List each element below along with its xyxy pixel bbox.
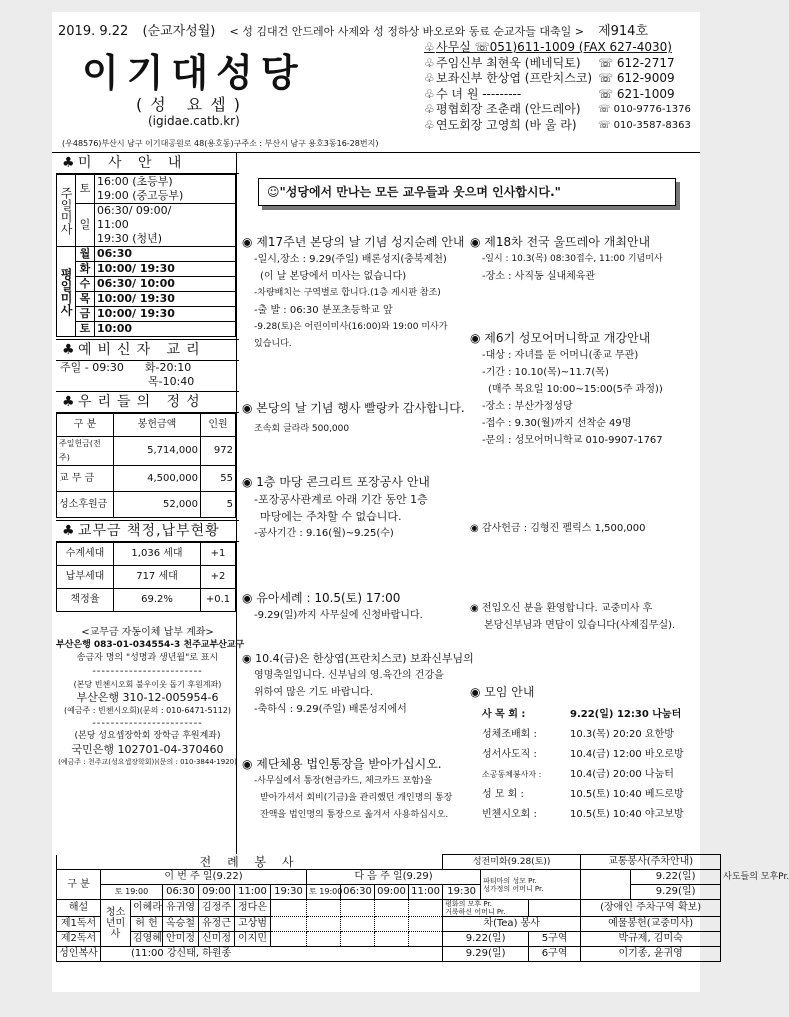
weekday-day: 월	[76, 247, 95, 262]
church-icon: ♧	[424, 55, 435, 70]
offering-amount: 52,000	[114, 492, 201, 518]
feast-title: < 성 김대건 안드레아 사제와 성 정하상 바오로와 동료 순교자들 대축일 >	[229, 25, 584, 38]
tea-group: 6구역	[529, 947, 581, 962]
notice-bankbook: ◉ 제단체용 법인통장을 받아가십시오. -사무실에서 통장(현금카드, 체크카드 포함)을 받아가셔서 회비(기금)을 관리했던 개인명의 통장 잔액을 법인명의 통장으로 옮겨서 사용하십시오.	[242, 757, 453, 820]
traffic-note: (장애인 주차구역 확보)	[581, 900, 721, 917]
offering-amount: 5,714,000	[114, 437, 201, 466]
contact-row: ♧ 보좌신부 한상엽 (프란치스코) ☏ 612-9009	[424, 71, 675, 85]
offering-table	[56, 413, 236, 518]
server-name: 유정근	[199, 917, 235, 932]
notice-baptism: ◉ 유아세례 : 10.5(토) 17:00 -9.29(일)까지 사무실에 신청바랍니다.	[242, 591, 423, 621]
sun-label: 일	[76, 204, 95, 247]
offering-section-title: ♣ 우리들의 정성	[56, 391, 239, 413]
church-icon: ♧	[424, 40, 435, 54]
server-name: 신미정	[199, 932, 235, 947]
accounts-title: (본당 빈첸시오회 불우이웃 돕기 후원계좌)	[73, 680, 222, 689]
sat-label: 토	[76, 175, 95, 204]
mass-time: 06:30	[163, 885, 199, 900]
sunday-mass-label: 주일미사	[59, 186, 73, 235]
parish-address: (우48576)부산시 남구 이기대공원로 48(용호동)구주소 : 부산시 남구 용호3동16-28번지)	[62, 139, 379, 148]
contact-row: ♧ 수 녀 원 --------- ☏ 621-1009	[424, 86, 675, 101]
flowers-list: 평화의 모후 Pr. 거룩하신 어머니 Pr.	[443, 900, 529, 917]
greeting-banner: ☺"성당에서 만나는 모든 교우들과 웃으며 인사합시다."	[258, 178, 676, 206]
offering-header: 봉헌금액	[114, 414, 201, 437]
weekday-times: 10:00/ 19:30	[95, 307, 236, 322]
server-name: 정다은	[235, 900, 271, 917]
mass-table	[56, 174, 236, 337]
role-label: 제2독서	[57, 932, 101, 947]
dues-value: 1,036 세대	[114, 543, 201, 566]
weekday-times: 10:00/ 19:30	[95, 262, 236, 277]
dues-label: 수계세대	[57, 543, 114, 566]
church-icon: ♧	[424, 117, 435, 132]
account-number: 부산은행 310-12-005954-6	[76, 691, 219, 704]
notice-mothers-school: ◉ 제6기 성모어머니학교 개강안내 -대상 : 자녀를 둔 어머니(종교 무관) -기간 : 10.10(목)~11.7(목) (매주 목요일 10:00~15:00(5주 과정)) -장소 : 부산가정성당 -접수 : 9.30(월)까지 선착순 49명 -문의 : 성모어머니학교 010-9907-1767	[470, 331, 663, 446]
dues-table	[56, 542, 236, 612]
mass-time: 06:30	[341, 885, 375, 900]
weekday-mass-label: 평일미사	[59, 267, 73, 316]
issue-number: 제914호	[598, 24, 649, 39]
offering-header: 구 분	[57, 414, 114, 437]
liturgy-section	[56, 854, 789, 962]
offering-names: 박규제, 김미숙	[581, 932, 721, 947]
church-icon: ♧	[424, 102, 435, 116]
accounts-title: (본당 성요셉장학회 장학금 후원계좌)	[74, 731, 221, 741]
dues-change: +1	[201, 543, 236, 566]
offering-count: 972	[201, 437, 236, 466]
weekday-day: 토	[76, 322, 95, 337]
dues-section-title: ♣ 교무금 책정,납부현황	[56, 520, 239, 542]
server-name: 안미정	[163, 932, 199, 947]
tea-date: 9.22(일)	[443, 932, 529, 947]
col-label: 구 분	[57, 870, 101, 900]
account-note: 송금자 명의 "성명과 생년월"로 표시	[76, 653, 219, 663]
club-icon: ♣	[62, 394, 75, 410]
catechumen-section-title: ♣ 예비신자 교리	[56, 339, 239, 361]
liturgy-title: 전 례 봉 사	[57, 855, 443, 870]
adult-server-names: (11:00 강신태, 하원종	[101, 947, 443, 962]
server-name: 이지민	[235, 932, 271, 947]
weekday-times: 06:30/ 10:00	[95, 277, 236, 292]
server-name: 유귀영	[163, 900, 199, 917]
tea-group: 5구역	[529, 932, 581, 947]
mass-time: 토 19:00	[101, 885, 163, 900]
church-icon: ♧	[424, 71, 435, 85]
weekday-day: 목	[76, 292, 95, 307]
weekday-day: 화	[76, 262, 95, 277]
meeting-row: 성 모 회 : 10.5(토) 10:40 베드로방	[482, 789, 684, 800]
mass-time: 19:30	[271, 885, 307, 900]
contact-row: ♧ 연도회장 고영희 (바 울 라) ☏ 010-3587-8363	[424, 117, 691, 132]
mass-time: 11:00	[409, 885, 443, 900]
left-column	[56, 152, 245, 769]
meetings: ◉ 모임 안내 사 목 회 : 9.22(일) 12:30 나눔터 성체조배회 : 10.3(목) 20:20 요한방 성서사도직 : 10.4(금) 12:00 바오로방 소공동체봉사자 : 10.4(금) 20:00 나눔터 성 모 회 : 10.5(토) 10:40 베드로방 빈첸시오회 : 10.5(토) 10:40 야고보방	[470, 684, 696, 825]
account-number: 국민은행 102701-04-370460	[71, 743, 224, 756]
offering-category: 교 무 금	[57, 466, 114, 492]
account-note: (예금주 : 빈첸시오회)(문의 : 010-6471-5112)	[63, 706, 232, 715]
dues-label: 납부세대	[57, 566, 114, 589]
this-week-header: 이 번 주 일(9.22)	[101, 870, 307, 885]
adult-server-label: 성인복사	[57, 947, 101, 962]
church-icon: ♧	[424, 86, 435, 101]
traffic-title: 교통봉사(주차안내)	[581, 855, 721, 870]
server-name: 김영혜	[131, 932, 163, 947]
notice-construction: ◉ 1층 마당 콘크리트 포장공사 안내 -포장공사관계로 아래 기간 동안 1층 마당에는 주차할 수 없습니다. -공사기간 : 9.16(월)~9.25(수)	[242, 475, 430, 539]
mass-section-title: ♣ 미 사 안 내	[56, 152, 239, 174]
server-name: 고상범	[235, 917, 271, 932]
meeting-row: 성서사도직 : 10.4(금) 12:00 바오로방	[482, 749, 684, 760]
offering-amount: 4,500,000	[114, 466, 201, 492]
server-name: 김정주	[199, 900, 235, 917]
bulletin-page	[52, 12, 789, 992]
notice-ultreya: ◉ 제18차 전국 울뜨레아 개최안내 -일시 : 10.3(목) 08:30접수, 11:00 기념미사 -장소 : 사직동 실내체육관	[470, 235, 663, 282]
weekday-day: 수	[76, 277, 95, 292]
tea-title: 차(Tea) 봉사	[443, 917, 581, 932]
account-number: 부산은행 083-01-034554-3 천주교부산교구	[56, 640, 245, 650]
contact-row: ♧ 주임신부 최현욱 (베네딕토) ☏ 612-2717	[424, 55, 675, 70]
dues-change: +2	[201, 566, 236, 589]
tea-date: 9.29(일)	[443, 947, 529, 962]
flowers-title: 성전미화(9.28(토))	[443, 855, 581, 870]
offering-count: 55	[201, 466, 236, 492]
role-label: 제1독서	[57, 917, 101, 932]
weekday-times: 10:00	[95, 322, 236, 337]
notice-pilgrimage: ◉ 제17주년 본당의 날 기념 성지순례 안내 -일시,장소 : 9.29(주일) 배론성지(충북제천) (이 날 본당에서 미사는 없습니다) -차량배치는 구역별로 합니다.(1층 게시판 참조) -출 발 : 06:30 분포초등학교 앞 -9.28(토)은 어린이미사(16:00)와 19:00 미사가 있습니다.	[242, 235, 465, 349]
dues-change: +0.1	[201, 589, 236, 612]
parish-name: 이기대성당	[82, 51, 306, 95]
club-icon: ♣	[62, 342, 75, 358]
meeting-row: 소공동체봉사자 : 10.4(금) 20:00 나눔터	[482, 769, 674, 780]
notice-thanks: ◉ 본당의 날 기념 행사 빨랑카 감사합니다. 조속회 글라라 500,000	[242, 401, 465, 434]
account-note: (예금주 : 천주교(성요셉장학회))(문의 : 010-3844-1920)	[58, 758, 237, 766]
liturgy-table: 전 례 봉 사 성전미화(9.28(토)) 교통봉사(주차안내) 구 분 이 번 주 일(9.22) 다 음 주 일(9.29) 파티마의 성모 Pr. 성가정의 어머니 Pr. 9.22(일) 사도들의 모후Pr. 토 19:00 06:30 09:00 11:00 19:30 토 19:00 06:30 09:00 11:00 19:30 9.29(일) 해설 청소년미사 이혜라 유귀영 김정주 정다은 평화의 모후 Pr. 거룩하신 어머니 Pr. (장애인 주차구역 확보) 제1독서 허 헌 옥승철 유정근 고상범 차(Tea) 봉사 예물봉헌(교중미사) 제2독서 김영혜 안미정 신미정 이지민 9.22(일) 5구역 박규제, 김미숙 성인복사 (11:00 강신태, 하원종 9.29(일) 6구역 이기종, 윤귀영	[56, 854, 721, 962]
meeting-row: 빈첸시오회 : 10.5(토) 10:40 야고보방	[482, 809, 684, 820]
accounts-box: <교무금 자동이체 납부 계좌> 부산은행 083-01-034554-3 천주교부산교구 송금자 명의 "성명과 생년월"로 표시 ------------------------ (본당 빈첸시오회 불우이웃 돕기 후원계좌) 부산은행 310-12-005954-6 (예금주 : 빈첸시오회)(문의 : 010-6471-5112) ------------------------ (본당 성요셉장학회 장학금 후원계좌) 국민은행 102701-04-370460 (예금주 : 천주교(성요셉장학회))(문의 : 010-3844-1920)	[56, 626, 239, 769]
meeting-row: 성체조배회 : 10.3(목) 20:20 요한방	[482, 729, 674, 740]
next-week-header: 다 음 주 일(9.29)	[307, 870, 481, 885]
catechumen-line1: 주일 - 09:30 화-20:10	[60, 361, 192, 374]
catechumen-line2: 목-10:40	[148, 375, 195, 388]
club-icon: ♣	[62, 155, 75, 171]
accounts-title: <교무금 자동이체 납부 계좌>	[81, 627, 214, 638]
offering-header: 인원	[201, 414, 236, 437]
weekday-times: 06:30	[95, 247, 236, 262]
offering-names: 이기종, 윤귀영	[581, 947, 721, 962]
role-label: 해설	[57, 900, 101, 917]
issue-date: 2019. 9.22	[58, 24, 129, 39]
mass-time: 19:30	[443, 885, 481, 900]
weekday-day: 금	[76, 307, 95, 322]
sun-times: 06:30/ 09:00/ 11:00 19:30 (청년)	[95, 204, 236, 247]
mass-time: 토 19:00	[307, 885, 341, 900]
traffic-date: 9.29(일)	[631, 885, 721, 900]
club-icon: ♣	[62, 523, 75, 539]
meeting-row: 사 목 회 : 9.22(일) 12:30 나눔터	[482, 709, 682, 720]
season-label: (순교자성월)	[142, 24, 216, 39]
dues-value: 717 세대	[114, 566, 201, 589]
dues-label: 책정율	[57, 589, 114, 612]
offering-category: 주일헌금(전주)	[57, 437, 114, 466]
sat-times: 16:00 (초등부) 19:00 (중고등부)	[95, 175, 236, 204]
header-line	[58, 20, 698, 39]
contact-row: ♧ 평협회장 조춘래 (안드레아) ☏ 010-9776-1376	[424, 102, 691, 116]
mass-time: 11:00	[235, 885, 271, 900]
youth-mass-label: 청소년미사	[101, 900, 131, 947]
offering-title: 예물봉헌(교중미사)	[581, 917, 721, 932]
notice-welcome: ◉ 전입오신 분을 환영합니다. 교중미사 후 본당신부님과 면담이 있습니다(사제집무실).	[470, 603, 676, 631]
weekday-times: 10:00/ 19:30	[95, 292, 236, 307]
dues-value: 69.2%	[114, 589, 201, 612]
contact-list	[424, 40, 700, 133]
server-name: 옥승철	[163, 917, 199, 932]
mass-time: 09:00	[199, 885, 235, 900]
parish-patron: (성 요셉)	[136, 95, 248, 114]
offering-count: 5	[201, 492, 236, 518]
server-name: 이혜라	[131, 900, 163, 917]
offering-category: 성소후원금	[57, 492, 114, 518]
server-name: 허 헌	[131, 917, 163, 932]
flowers-list: 파티마의 성모 Pr. 성가정의 어머니 Pr.	[481, 870, 581, 900]
contact-row: ♧ 사무실 ☏051)611-1009 (FAX 627-4030)	[424, 40, 672, 54]
traffic-date: 9.22(일)	[631, 870, 721, 885]
notice-feastday: ◉ 10.4(금)은 한상엽(프란치스코) 보좌신부님의 영명축일입니다. 신부님의 영.육간의 건강을 위하여 많은 기도 바랍니다. -축하식 : 9.29(주일) 배론성지에서	[242, 652, 474, 715]
notice-thanks-offering: ◉ 감사헌금 : 김형진 펠릭스 1,500,000	[470, 523, 646, 534]
mass-time: 09:00	[375, 885, 409, 900]
parish-url[interactable]: (igidae.catb.kr)	[148, 114, 240, 128]
